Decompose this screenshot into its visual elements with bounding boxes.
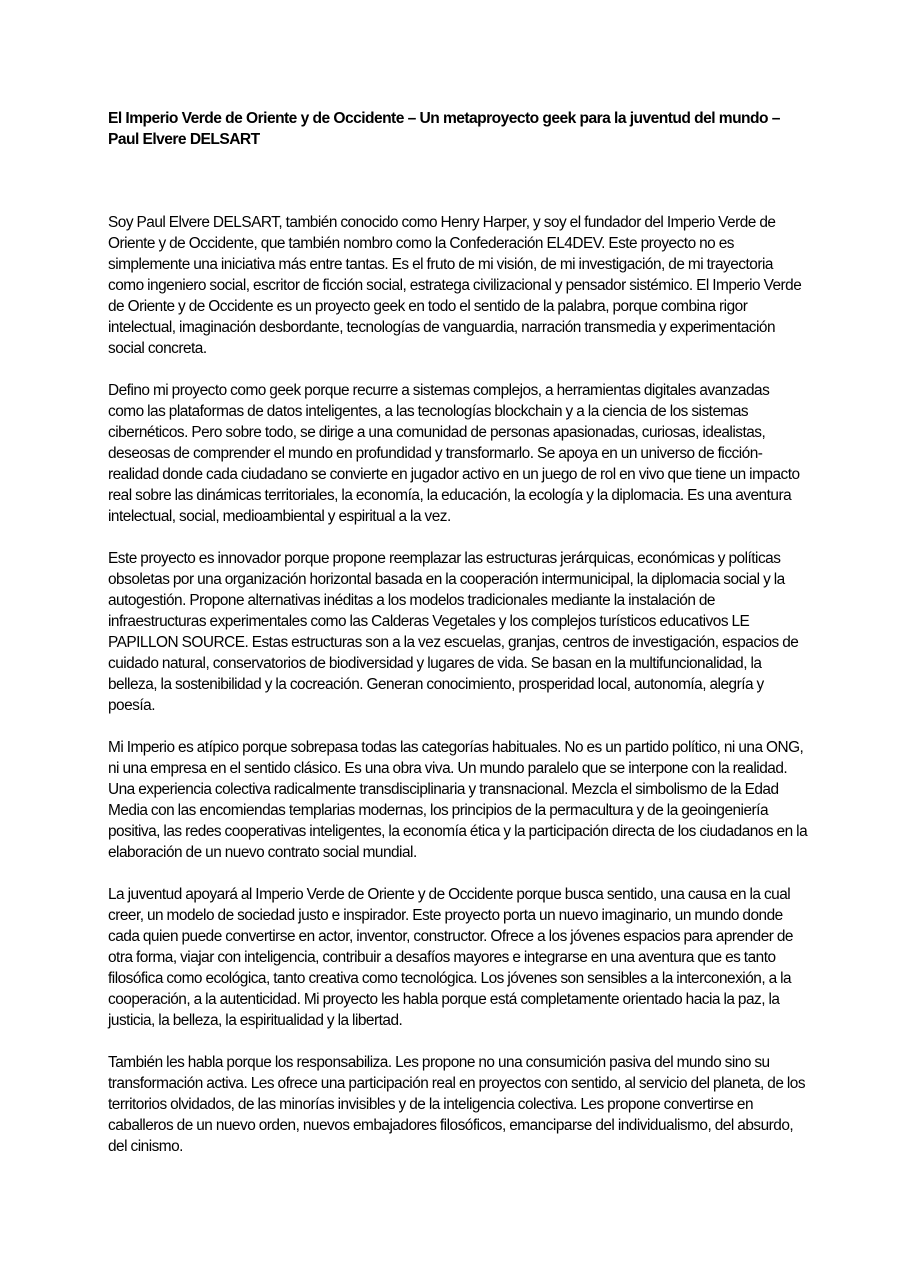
paragraph-5: La juventud apoyará al Imperio Verde de Oriente y de Occidente porque busca sentido, una causa en la cual creer, un modelo de sociedad justo e inspirador. Este proyecto porta un nuevo imaginario, un mundo donde cada quien puede convertirse en actor, inventor, constructor. Ofrece a los jóvenes espacios para aprender de otra forma, viajar con inteligencia, contribuir a desafíos mayores e integrarse en una aventura que es tanto filosófica como ecológica, tanto creativa como tecnológica. Los jóvenes son sensibles a la interconexión, a la cooperación, a la autenticidad. Mi proyecto les habla porque está completamente orientado hacia la paz, la justicia, la belleza, la espiritualidad y la libertad. — [108, 886, 793, 1029]
paragraph-3: Este proyecto es innovador porque propone reemplazar las estructuras jerárquicas, económicas y políticas obsoletas por una organización horizontal basada en la cooperación intermunicipal, la diplomacia social y la autogestión. Propone alternativas inéditas a los modelos tradicionales mediante la instalación de infraestructuras experimentales como las Calderas Vegetales y los complejos turísticos educativos LE PAPILLON SOURCE. Estas estructuras son a la vez escuelas, granjas, centros de investigación, espacios de cuidado natural, conservatorios de biodiversidad y lugares de vida. Se basan en la multifuncionalidad, la belleza, la sostenibilidad y la cocreación. Generan conocimiento, prosperidad local, autonomía, alegría y poesía. — [108, 550, 799, 714]
paragraph-6: También les habla porque los responsabiliza. Les propone no una consumición pasiva del mundo sino su transformación activa. Les ofrece una participación real en proyectos con sentido, al servicio del planeta, de los territorios olvidados, de las minorías invisibles y de la inteligencia colectiva. Les propone convertirse en caballeros de un nuevo orden, nuevos embajadores filosóficos, emanciparse del individualismo, del absurdo, del cinismo. — [108, 1054, 806, 1155]
paragraph-1: Soy Paul Elvere DELSART, también conocido como Henry Harper, y soy el fundador del Imperio Verde de Oriente y de Occidente, que también nombro como la Confederación EL4DEV. Este proyecto no es simplemente una iniciativa más entre tantas. Es el fruto de mi visión, de mi investigación, de mi trayectoria como ingeniero social, escritor de ficción social, estratega civilizacional y pensador sistémico. El Imperio Verde de Oriente y de Occidente es un proyecto geek en todo el sentido de la palabra, porque combina rigor intelectual, imaginación desbordante, tecnologías de vanguardia, narración transmedia y experimentación social concreta. — [108, 214, 802, 357]
paragraph-2: Defino mi proyecto como geek porque recurre a sistemas complejos, a herramientas digitales avanzadas como las plataformas de datos inteligentes, a las tecnologías blockchain y a la ciencia de los sistemas cibernéticos. Pero sobre todo, se dirige a una comunidad de personas apasionadas, curiosas, idealistas, deseosas de comprender el mundo en profundidad y transformarlo. Se apoya en un universo de ficción-realidad donde cada ciudadano se convierte en jugador activo en un juego de rol en vivo que tiene un impacto real sobre las dinámicas territoriales, la economía, la educación, la ecología y la diplomacia. Es una aventura intelectual, social, medioambiental y espiritual a la vez. — [108, 382, 800, 525]
paragraph-4: Mi Imperio es atípico porque sobrepasa todas las categorías habituales. No es un partido político, ni una ONG, ni una empresa en el sentido clásico. Es una obra viva. Un mundo paralelo que se interpone con la realidad. Una experiencia colectiva radicalmente transdisciplinaria y transnacional. Mezcla el simbolismo de la Edad Media con las encomiendas templarias modernas, los principios de la permacultura y de la geoingeniería positiva, las redes cooperativas inteligentes, la economía ética y la participación directa de los ciudadanos en la elaboración de un nuevo contrato social mundial. — [108, 739, 808, 861]
document-title: El Imperio Verde de Oriente y de Occidente – Un metaproyecto geek para la juventud del mundo – Paul Elvere DELSART — [108, 110, 780, 148]
document-body — [108, 212, 808, 1178]
